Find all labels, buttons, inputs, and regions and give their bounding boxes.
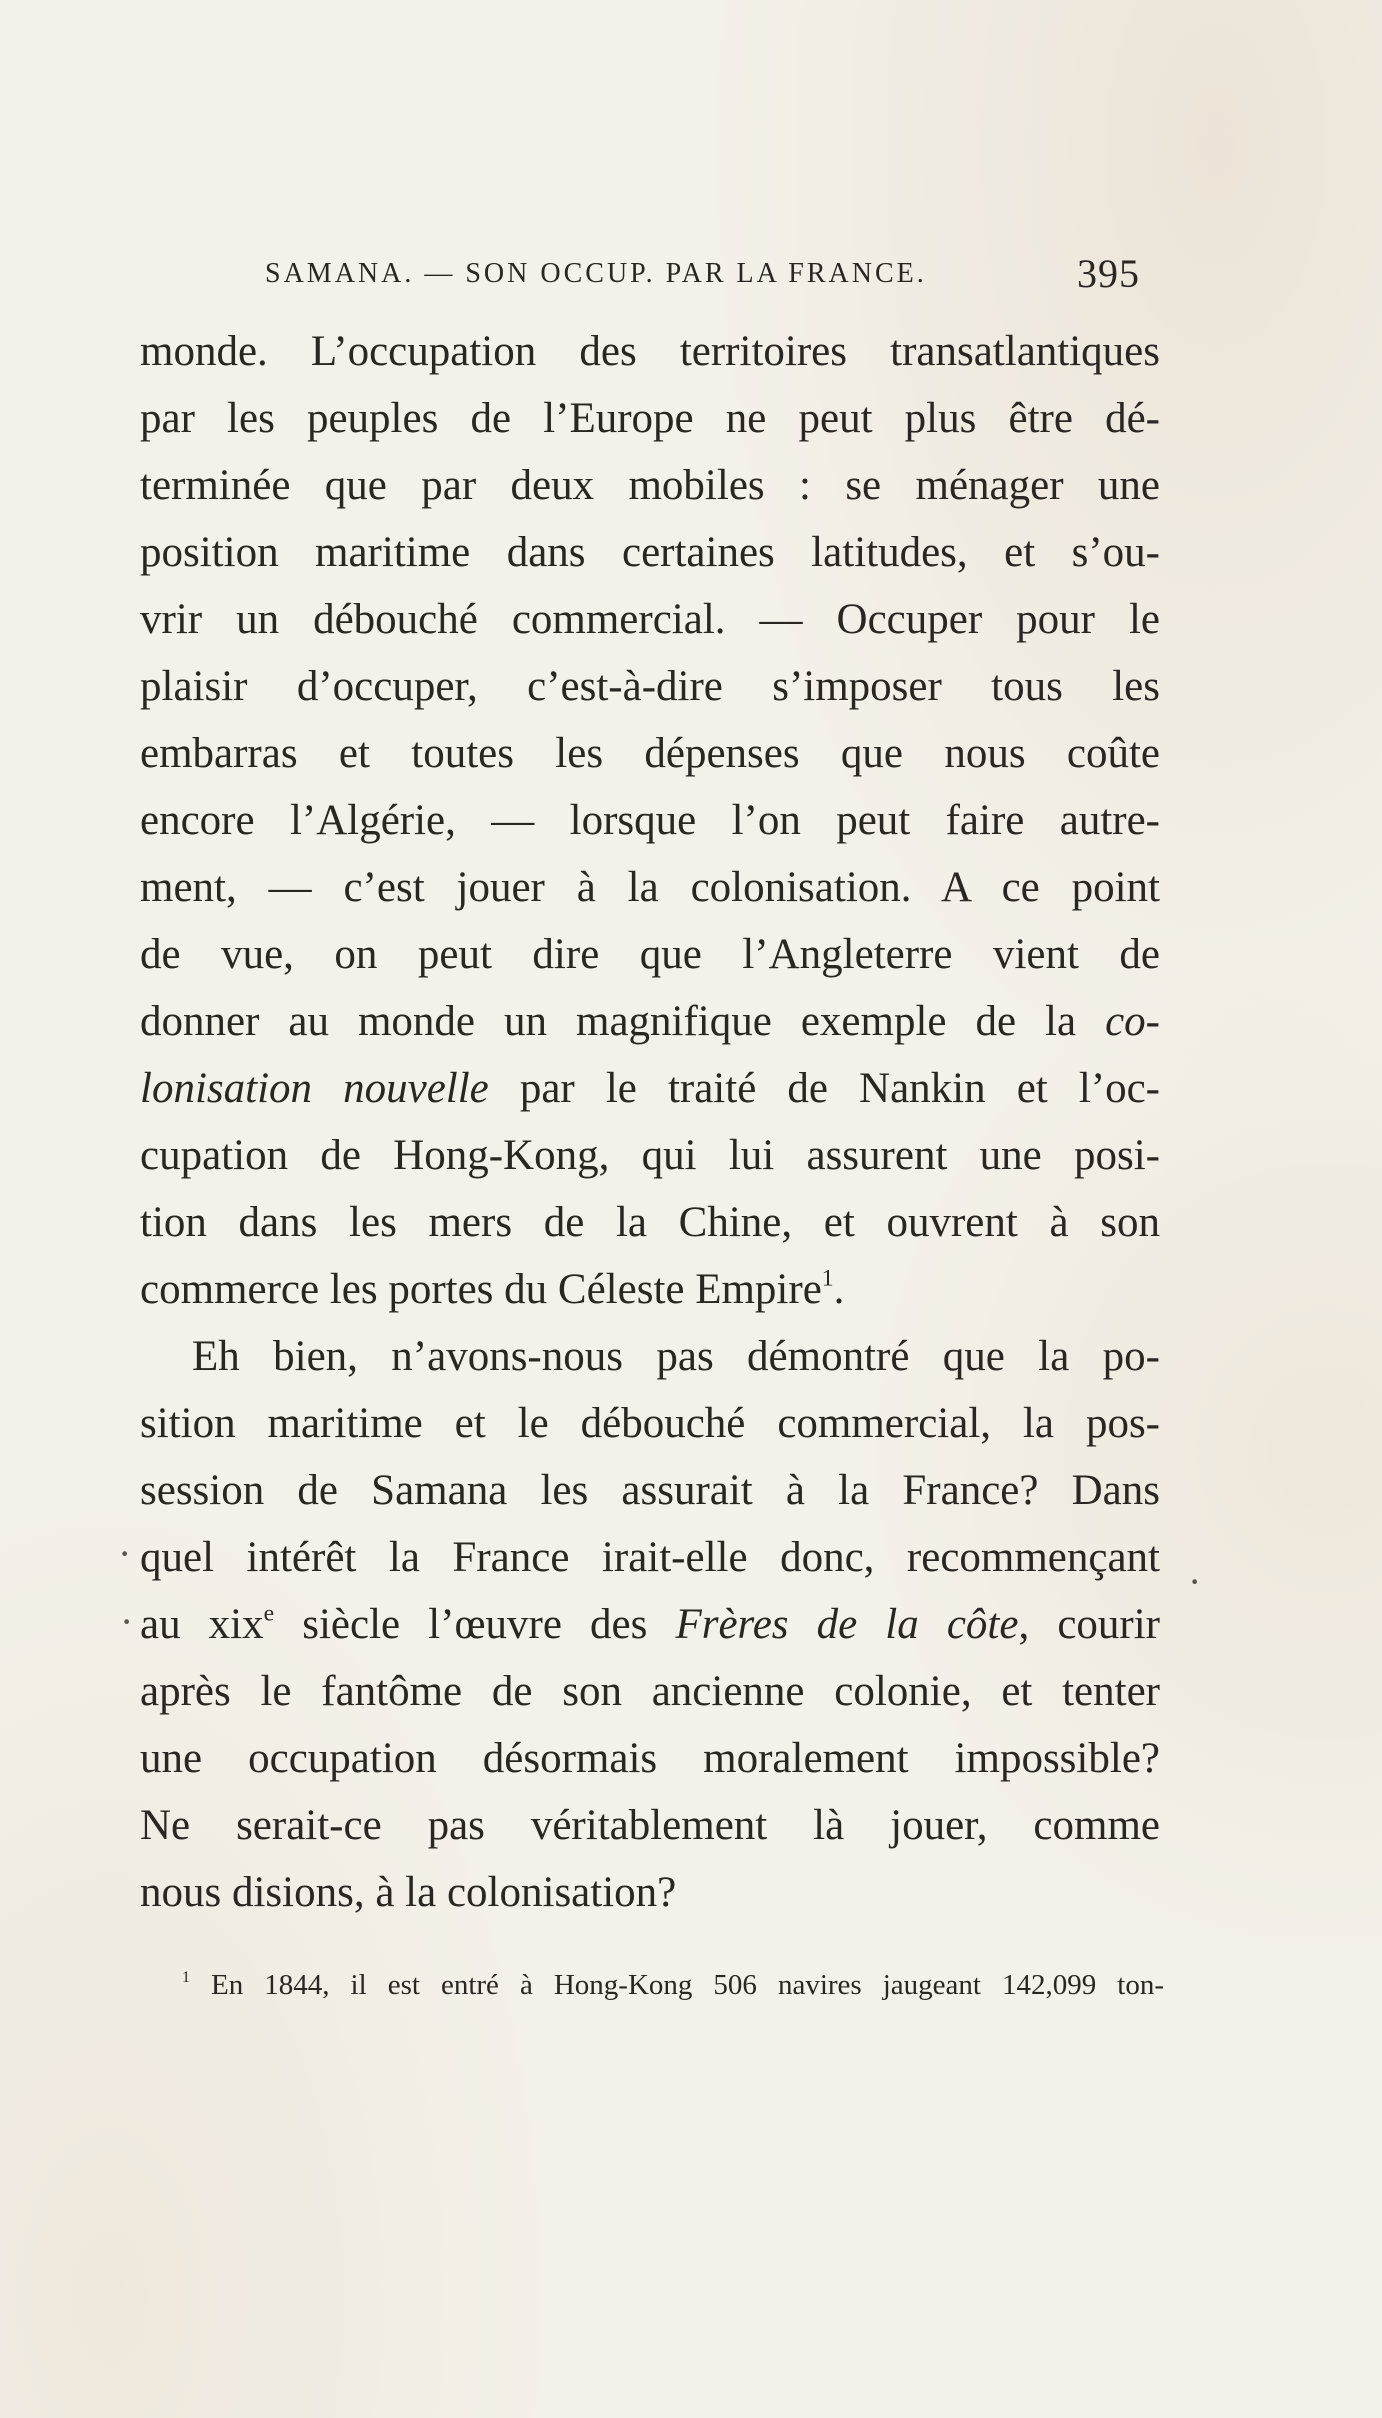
text-span: par le traité de Nankin et l’oc- <box>488 1065 1160 1112</box>
text-line: position maritime dans certaines latitudes, et s’ou- <box>140 529 1160 576</box>
page-number: 395 <box>1077 251 1140 296</box>
text-line: session de Samana les assurait à la France? Dans <box>140 1467 1160 1514</box>
text-line: nous disions, à la colonisation? <box>140 1869 677 1916</box>
text-line: embarras et toutes les dépenses que nous coûte <box>140 730 1160 777</box>
text-line: une occupation désormais moralement impossible? <box>140 1735 1160 1782</box>
running-title: SAMANA. — SON OCCUP. PAR LA FRANCE. <box>265 258 927 289</box>
text-line: cupation de Hong-Kong, qui lui assurent une posi- <box>140 1132 1160 1179</box>
text-line: quel intérêt la France irait-elle donc, recommençant <box>140 1534 1160 1581</box>
text-line: ment, — c’est jouer à la colonisation. A ce point <box>140 864 1160 911</box>
stray-mark: · <box>118 1531 132 1576</box>
body-text <box>140 318 1160 1926</box>
text-span: , courir <box>1018 1601 1160 1648</box>
text-span: donner au monde un magnifique exemple de la <box>140 998 1106 1045</box>
text-line: monde. L’occupation des territoires transatlantiques <box>140 328 1160 375</box>
text-span: siècle l’œuvre des <box>274 1601 676 1648</box>
footnote-text: En 1844, il est entré à Hong-Kong 506 navires jaugeant 142,099 ton- <box>211 1969 1165 2001</box>
text-line: de vue, on peut dire que l’Angleterre vient de <box>140 931 1160 978</box>
italic-text: lonisation nouvelle <box>140 1065 489 1112</box>
stray-mark: · <box>120 1599 134 1644</box>
text-line: par les peuples de l’Europe ne peut plus être dé- <box>140 395 1160 442</box>
text-line: Ne serait-ce pas véritablement là jouer, comme <box>140 1802 1160 1849</box>
text-line: tion dans les mers de la Chine, et ouvrent à son <box>140 1199 1160 1246</box>
text-line: sition maritime et le débouché commercial, la pos- <box>140 1400 1160 1447</box>
italic-text: co- <box>1105 998 1160 1045</box>
text-line <box>140 988 1160 1055</box>
running-head <box>265 250 1165 296</box>
text-line <box>140 1256 1160 1323</box>
text-line: terminée que par deux mobiles : se ménager une <box>140 462 1160 509</box>
footnote-marker: 1 <box>182 1969 190 1987</box>
text-line: vrir un débouché commercial. — Occuper pour le <box>140 596 1160 643</box>
text-line: après le fantôme de son ancienne colonie, et tenter <box>140 1668 1160 1715</box>
text-line: encore l’Algérie, — lorsque l’on peut faire autre- <box>140 797 1160 844</box>
text-line: Eh bien, n’avons-nous pas démontré que la po- <box>192 1333 1160 1380</box>
text-line: plaisir d’occuper, c’est-à-dire s’imposer tous les <box>140 663 1160 710</box>
text-span: commerce les portes du Céleste Empire <box>140 1266 822 1313</box>
text-line <box>140 1055 1160 1122</box>
stray-mark: · <box>1188 1559 1202 1604</box>
superscript: e <box>263 1600 275 1627</box>
italic-text: Frères de la côte <box>675 1601 1019 1648</box>
text-line <box>140 1591 1160 1658</box>
text-span: . <box>833 1266 845 1313</box>
footnote-reference: 1 <box>821 1265 834 1292</box>
text-span: au xix <box>140 1601 264 1648</box>
footnote <box>182 1965 1164 2005</box>
